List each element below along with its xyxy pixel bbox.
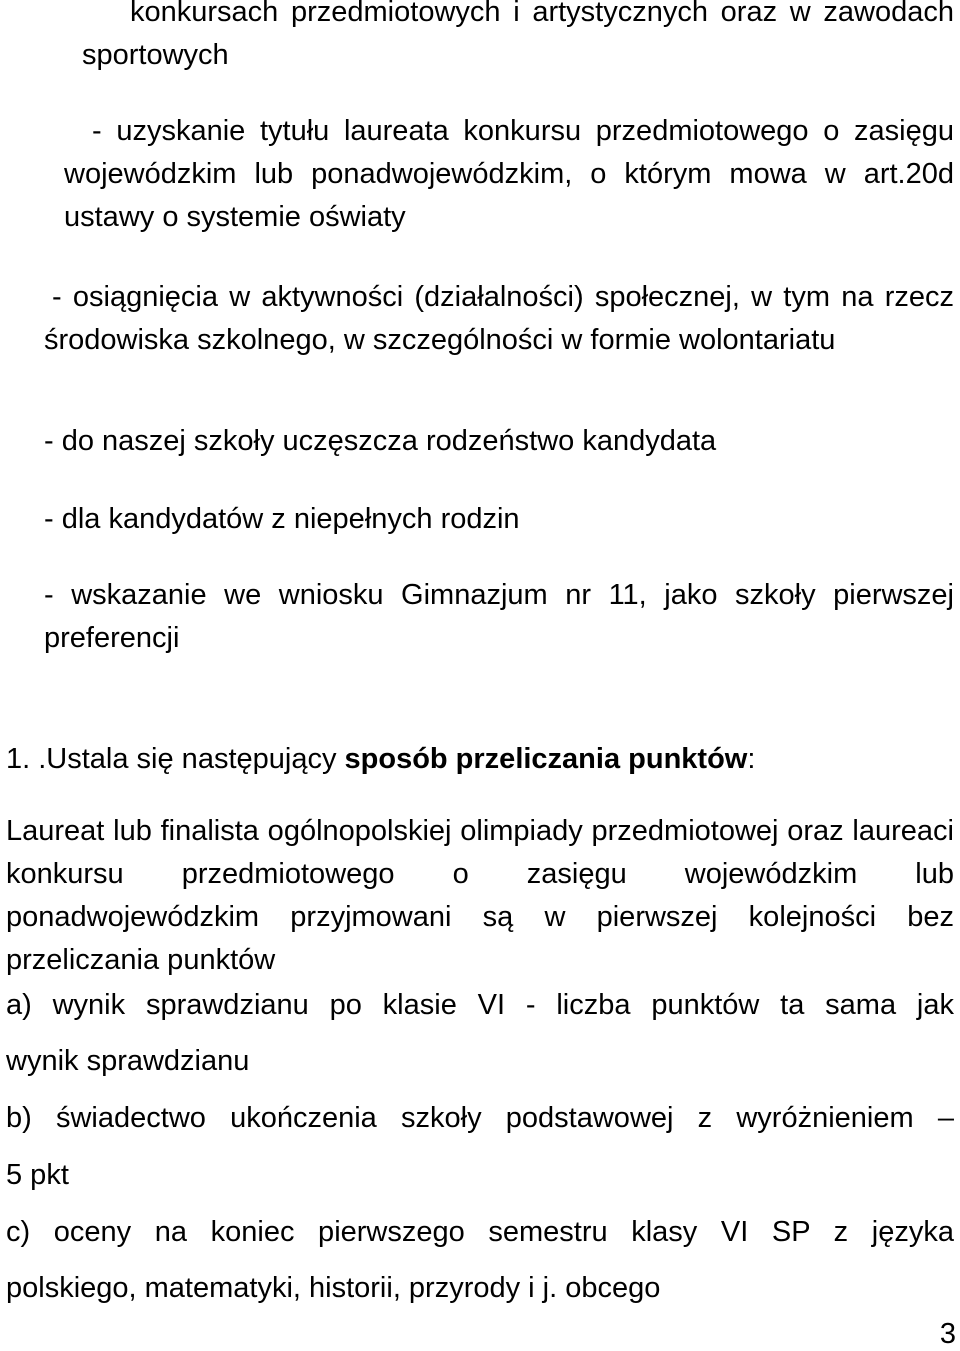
paragraph-first-preference: - wskazanie we wniosku Gimnazjum nr 11, jako szkoły pierwszej preferencji	[44, 579, 954, 654]
paragraph-competitions: konkursach przedmiotowych i artystycznych oraz w zawodach sportowych	[82, 0, 954, 71]
paragraph-laureate-title: - uzyskanie tytułu laureata konkursu przedmiotowego o zasięgu wojewódzkim lub ponadwojewódzkim, o którym mowa w art.20d ustawy o systemie oświaty	[64, 115, 954, 233]
paragraph-olympiad-laureates: Laureat lub finalista ogólnopolskiej olimpiady przedmiotowej oraz laureaci konkursu przedmiotowego o zasięgu wojewódzkim lub ponadwojewódzkim przyjmowani są w pierwszej kolejności bez przeliczania punktów	[6, 815, 954, 976]
item-c-line-2: polskiego, matematyki, historii, przyrody i j. obcego	[6, 1272, 661, 1304]
heading-point-calculation	[6, 738, 954, 781]
paragraph-social-activity: - osiągnięcia w aktywności (działalności) społecznej, w tym na rzecz środowiska szkolnego, w szczególności w formie wolontariatu	[44, 281, 954, 356]
paragraph-single-parent: - dla kandydatów z niepełnych rodzin	[44, 503, 520, 535]
item-a-line-1: a) wynik sprawdzianu po klasie VI - liczba punktów ta sama jak	[6, 989, 954, 1021]
heading-prefix: 1. .Ustala się następujący	[6, 743, 345, 775]
item-a-line-2: wynik sprawdzianu	[6, 1045, 250, 1077]
heading-suffix: :	[747, 743, 756, 775]
page-number: 3	[939, 1318, 956, 1350]
paragraph-siblings: - do naszej szkoły uczęszcza rodzeństwo kandydata	[44, 425, 717, 457]
item-b-line-2: 5 pkt	[6, 1159, 69, 1191]
item-c-line-1: c) oceny na koniec pierwszego semestru klasy VI SP z języka	[6, 1216, 954, 1248]
heading-bold-text: sposób przeliczania punktów	[344, 743, 748, 775]
item-b-line-1: b) świadectwo ukończenia szkoły podstawowej z wyróżnieniem –	[6, 1102, 954, 1134]
